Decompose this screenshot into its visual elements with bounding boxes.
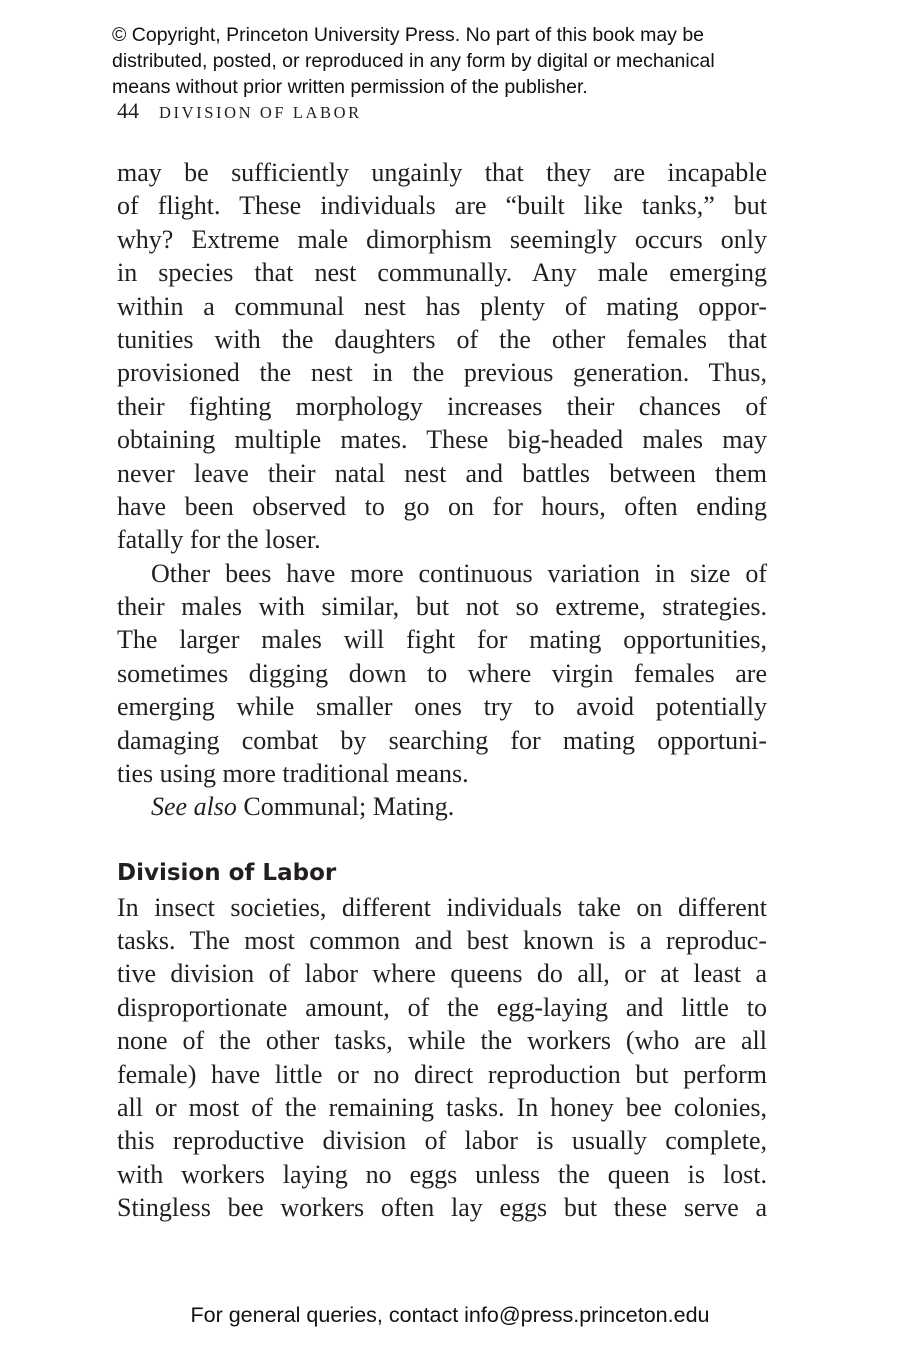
text-line: their fighting morphology increases their chances of <box>117 391 767 421</box>
text-line: may be sufficiently ungainly that they are incapable <box>117 158 767 187</box>
text-line: in species that nest communally. Any male emerging <box>117 258 767 288</box>
copyright-line: means without prior written permission of the publisher. <box>112 76 588 98</box>
see-also <box>117 790 767 823</box>
text-line: Other bees have more continuous variation in size of <box>151 558 767 588</box>
text-line: Stingless bee workers often lay eggs but these serve a <box>117 1193 767 1223</box>
text-line: tunities with the daughters of the other females that <box>117 324 767 354</box>
text-line: damaging combat by searching for mating opportuni- <box>117 725 767 755</box>
text-line: all or most of the remaining tasks. In honey bee colonies, <box>117 1092 767 1122</box>
text-line: fatally for the loser. <box>117 525 321 555</box>
text-line: female) have little or no direct reproduction but perform <box>117 1059 767 1089</box>
text-line: sometimes digging down to where virgin females are <box>117 658 767 688</box>
text-line: within a communal nest has plenty of mating oppor- <box>117 291 767 321</box>
text-line: of flight. These individuals are “built like tanks,” but <box>117 191 767 221</box>
copyright-line: distributed, posted, or reproduced in any form by digital or mechanical <box>112 50 715 72</box>
text-line: never leave their natal nest and battles between them <box>117 458 767 488</box>
see-also-refs: Communal; Mating. <box>243 792 455 822</box>
text-line: The larger males will fight for mating opportunities, <box>117 625 767 655</box>
text-line: In insect societies, different individuals take on different <box>117 892 767 922</box>
text-line: ties using more traditional means. <box>117 759 469 789</box>
running-head <box>117 98 362 124</box>
section-heading: Division of Labor <box>117 859 337 886</box>
text-line: obtaining multiple mates. These big-headed males may <box>117 425 767 455</box>
body-text <box>117 156 767 1225</box>
text-line: why? Extreme male dimorphism seemingly occurs only <box>117 224 767 254</box>
text-line: have been observed to go on for hours, often ending <box>117 491 767 521</box>
text-line: this reproductive division of labor is usually complete, <box>117 1126 767 1156</box>
text-line: their males with similar, but not so extreme, strategies. <box>117 592 767 622</box>
text-line: with workers laying no eggs unless the queen is lost. <box>117 1159 767 1189</box>
section-heading-block <box>117 824 767 891</box>
footer-contact: For general queries, contact info@press.princeton.edu <box>190 1303 710 1327</box>
text-line: emerging while smaller ones try to avoid potentially <box>117 692 767 722</box>
running-head-section: DIVISION OF LABOR <box>159 103 362 122</box>
see-also-label: See also <box>151 792 237 822</box>
copyright-notice <box>112 22 802 100</box>
page-number: 44 <box>117 98 139 123</box>
text-line: disproportionate amount, of the egg-laying and little to <box>117 992 767 1022</box>
text-line: none of the other tasks, while the workers (who are all <box>117 1026 767 1056</box>
copyright-line: © Copyright, Princeton University Press. No part of this book may be <box>112 24 705 46</box>
text-line: tive division of labor where queens do all, or at least a <box>117 959 767 989</box>
text-line: provisioned the nest in the previous generation. Thus, <box>117 358 767 388</box>
text-line: tasks. The most common and best known is a reproduc- <box>117 926 767 955</box>
